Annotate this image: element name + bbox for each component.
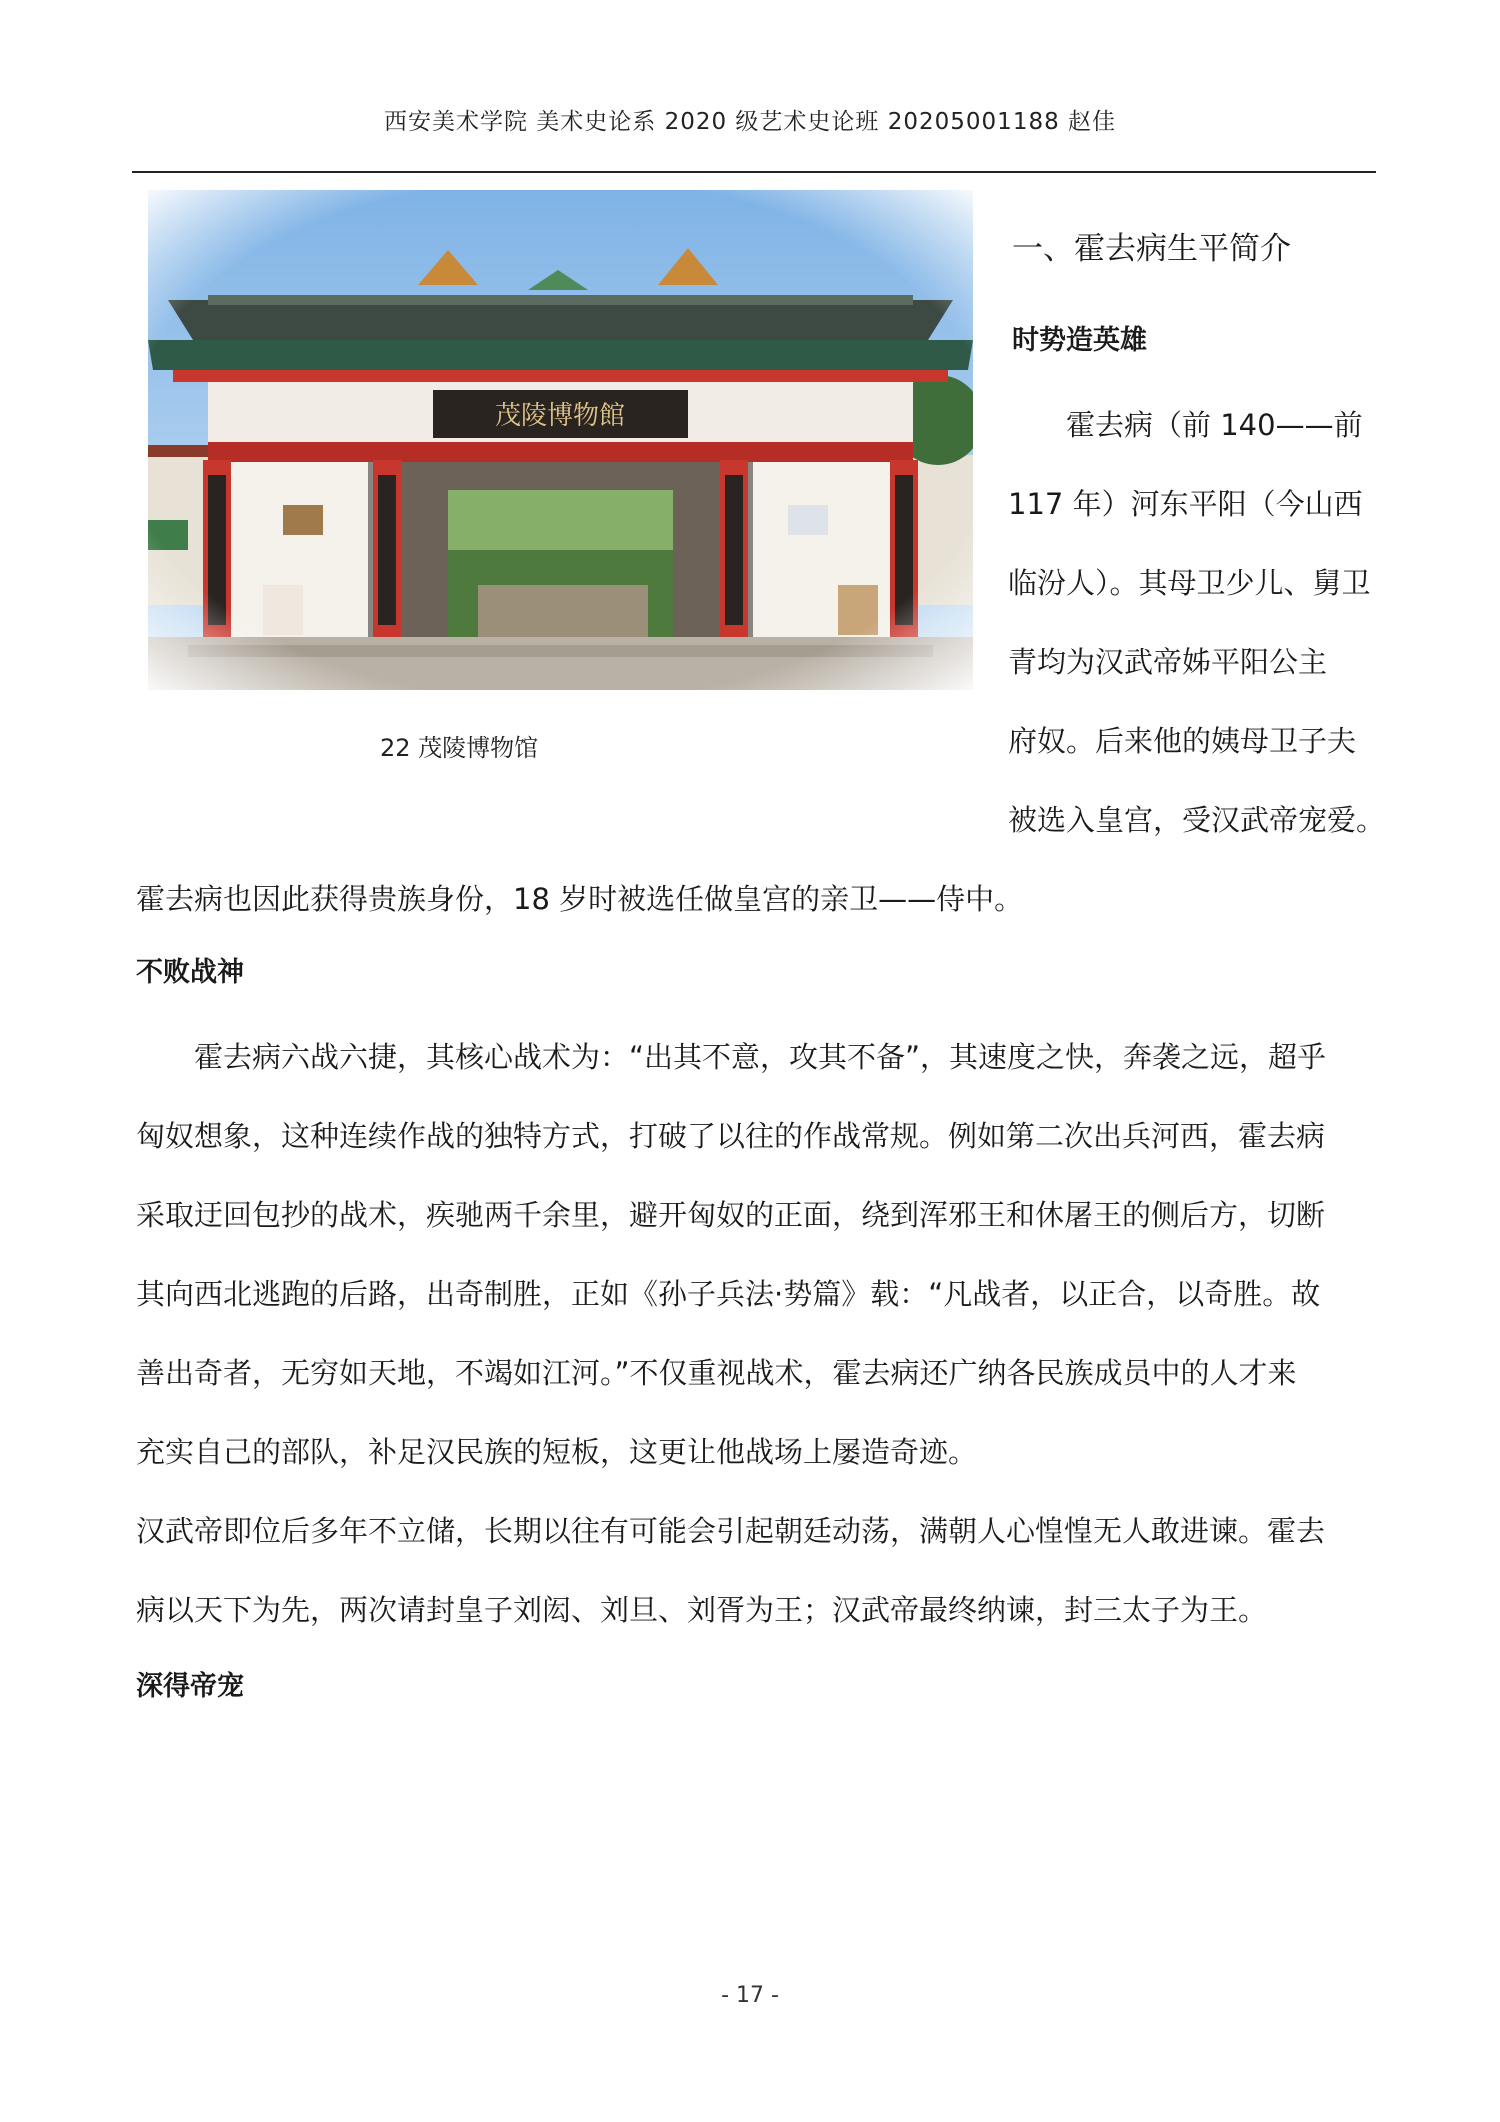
header-divider xyxy=(132,171,1376,173)
body-line: 匈奴想象，这种连续作战的独特方式，打破了以往的作战常规。例如第二次出兵河西，霍去病 xyxy=(136,1119,1326,1153)
body-line: 善出奇者，无穷如天地，不竭如江河。”不仅重视战术，霍去病还广纳各民族成员中的人才来 xyxy=(136,1356,1297,1390)
side-paragraph xyxy=(1008,386,1393,860)
succession-paragraph xyxy=(136,1492,1376,1650)
page-number: - 17 - xyxy=(721,1983,779,2008)
museum-gate-photo xyxy=(148,190,973,690)
body-line: 病以天下为先，两次请封皇子刘闳、刘旦、刘胥为王；汉武帝最终纳谏，封三太子为王。 xyxy=(136,1593,1268,1627)
subheading-shende: 深得帝宠 xyxy=(136,1671,244,1702)
figure-caption: 22 茂陵博物馆 xyxy=(380,734,539,762)
page-header: 西安美术学院 美术史论系 2020 级艺术史论班 20205001188 赵佳 xyxy=(383,109,1117,135)
subheading-bubai: 不败战神 xyxy=(136,957,244,988)
section-title: 一、霍去病生平简介 xyxy=(1012,230,1291,267)
side-line: 117 年）河东平阳（今山西 xyxy=(1008,487,1363,521)
body-line: 采取迂回包抄的战术，疾驰两千余里，避开匈奴的正面，绕到浑邪王和休屠王的侧后方，切断 xyxy=(136,1198,1326,1232)
side-line: 府奴。后来他的姨母卫子夫 xyxy=(1008,724,1357,758)
side-line: 被选入皇宫，受汉武帝宠爱。 xyxy=(1008,803,1386,837)
subheading-shishi: 时势造英雄 xyxy=(1012,325,1147,356)
body-line: 充实自己的部队，补足汉民族的短板，这更让他战场上屡造奇迹。 xyxy=(136,1435,978,1469)
body-line: 汉武帝即位后多年不立储，长期以往有可能会引起朝廷动荡，满朝人心惶惶无人敢进谏。霍去 xyxy=(136,1514,1326,1548)
body-line: 霍去病六战六捷，其核心战术为：“出其不意，攻其不备”，其速度之快，奔袭之远，超乎 xyxy=(136,1040,1327,1074)
body-line: 其向西北逃跑的后路，出奇制胜，正如《孙子兵法·势篇》载：“凡战者，以正合，以奇胜。故 xyxy=(136,1277,1321,1311)
body-line: 霍去病也因此获得贵族身份，18 岁时被选任做皇宫的亲卫——侍中。 xyxy=(136,882,1024,916)
continuation-paragraph xyxy=(136,860,1376,939)
side-line: 临汾人）。其母卫少儿、舅卫 xyxy=(1008,566,1371,600)
tactics-paragraph xyxy=(136,1018,1376,1492)
side-line: 青均为汉武帝姊平阳公主 xyxy=(1008,645,1328,679)
side-line: 霍去病（前 140——前 xyxy=(1008,408,1363,442)
